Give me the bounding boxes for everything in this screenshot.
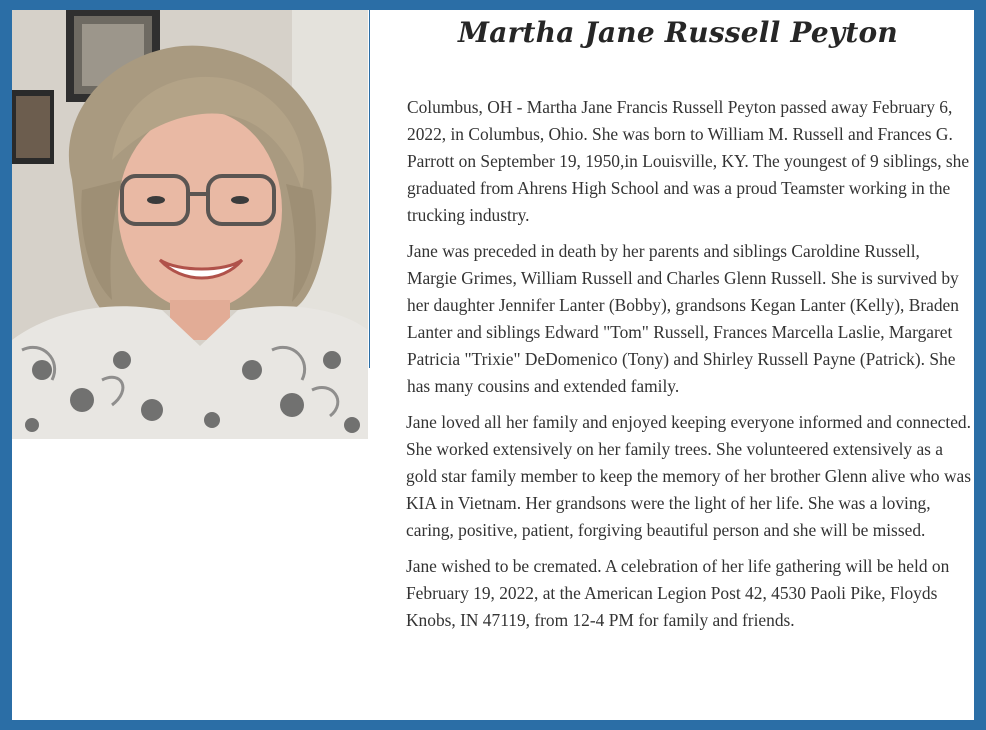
paragraph-service: Jane wished to be cremated. A celebration of her life gathering will be held on February 19, 2022, at the American Legion Post 42, 4530 Paoli Pike, Floyds Knobs, IN 47119, from 12-4 PM for family and friends.	[406, 556, 950, 630]
obituary-card	[12, 10, 974, 720]
wall-frame-small	[12, 90, 54, 164]
portrait-photo	[12, 10, 368, 439]
paragraph-death-notice: Columbus, OH - Martha Jane Francis Russell Peyton passed away February 6, 2022, in Columbus, Ohio. She was born to William M. Russell and Frances G. Parrott on September 19, 1950,in Louisville, KY. The youngest of 9 siblings, she graduated from Ahrens High School and was a proud Teamster working in the trucking industry.	[407, 97, 970, 225]
paragraph-life: Jane loved all her family and enjoyed keeping everyone informed and connected. She worked extensively on her family trees. She volunteered extensively as a gold star family member to keep the memory of her brother Glenn alive who was KIA in Vietnam. Her grandsons were the light of her life. She was a loving, caring, positive, patient, forgiving beautiful person and she will be missed.	[406, 412, 972, 540]
obituary-body	[406, 94, 974, 643]
obituary-title: Martha Jane Russell Peyton	[458, 16, 898, 49]
photo-divider	[369, 10, 370, 368]
paragraph-family: Jane was preceded in death by her parents and siblings Caroldine Russell, Margie Grimes, William Russell and Charles Glenn Russell. She is survived by her daughter Jennifer Lanter (Bobby), grandsons Kegan Lanter (Kelly), Braden Lanter and siblings Edward "Tom" Russell, Frances Marcella Laslie, Margaret Patricia "Trixie" DeDomenico (Tony) and Shirley Russell Payne (Patrick). She has many cousins and extended family.	[407, 241, 959, 396]
